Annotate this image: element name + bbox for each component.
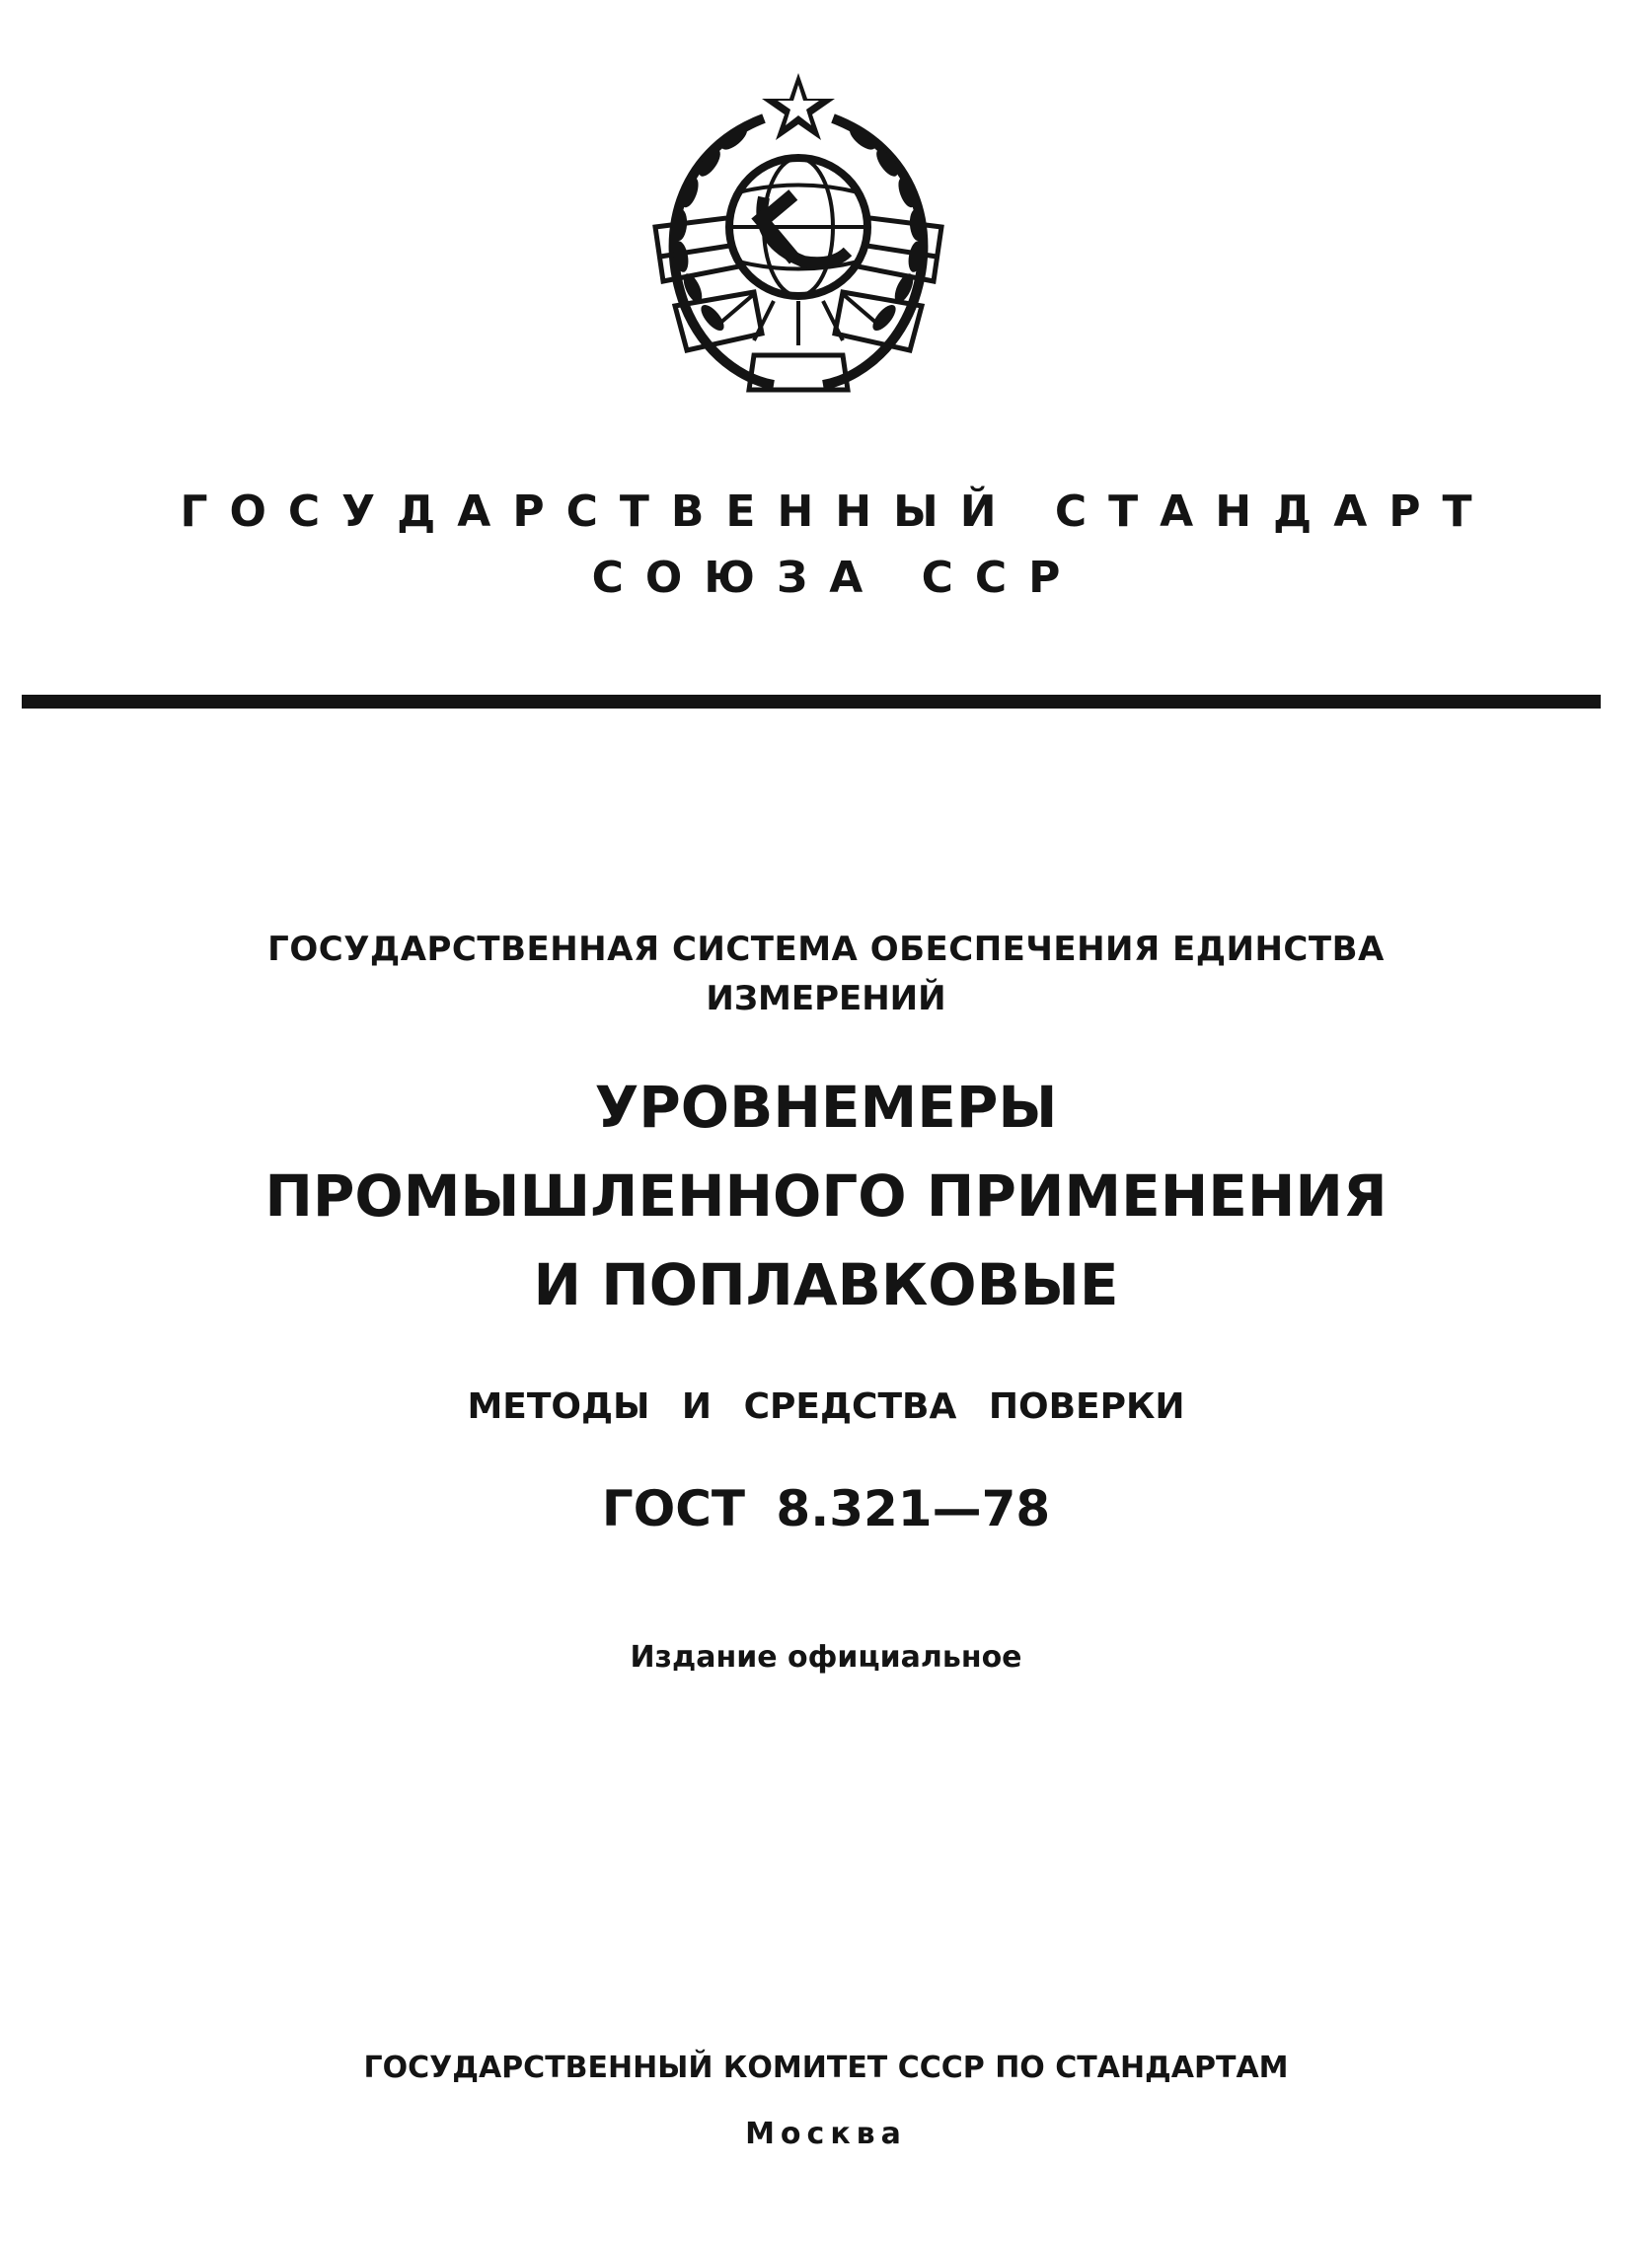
edition-label: Издание официальное <box>630 1640 1022 1675</box>
standard-number: ГОСТ 8.321—78 <box>601 1480 1051 1537</box>
series-title-line-1: ГОСУДАРСТВЕННАЯ СИСТЕМА ОБЕСПЕЧЕНИЯ ЕДИНСТВА <box>267 930 1385 969</box>
header-line-2: СОЮЗА ССР <box>591 553 1083 603</box>
header-line-1: ГОСУДАРСТВЕННЫЙ СТАНДАРТ <box>180 486 1494 537</box>
horizontal-rule <box>22 695 1601 709</box>
main-title-line-3: И ПОПЛАВКОВЫЕ <box>533 1251 1119 1318</box>
publisher: ГОСУДАРСТВЕННЫЙ КОМИТЕТ СССР ПО СТАНДАРТАМ <box>363 2051 1289 2085</box>
main-title-line-1: УРОВНЕМЕРЫ <box>594 1074 1058 1141</box>
series-title-line-2: ИЗМЕРЕНИЙ <box>706 979 946 1018</box>
ussr-emblem-icon <box>616 59 981 424</box>
city: Москва <box>745 2117 907 2151</box>
main-title-line-2: ПРОМЫШЛЕННОГО ПРИМЕНЕНИЯ <box>264 1162 1388 1230</box>
subtitle: МЕТОДЫ И СРЕДСТВА ПОВЕРКИ <box>467 1386 1185 1427</box>
